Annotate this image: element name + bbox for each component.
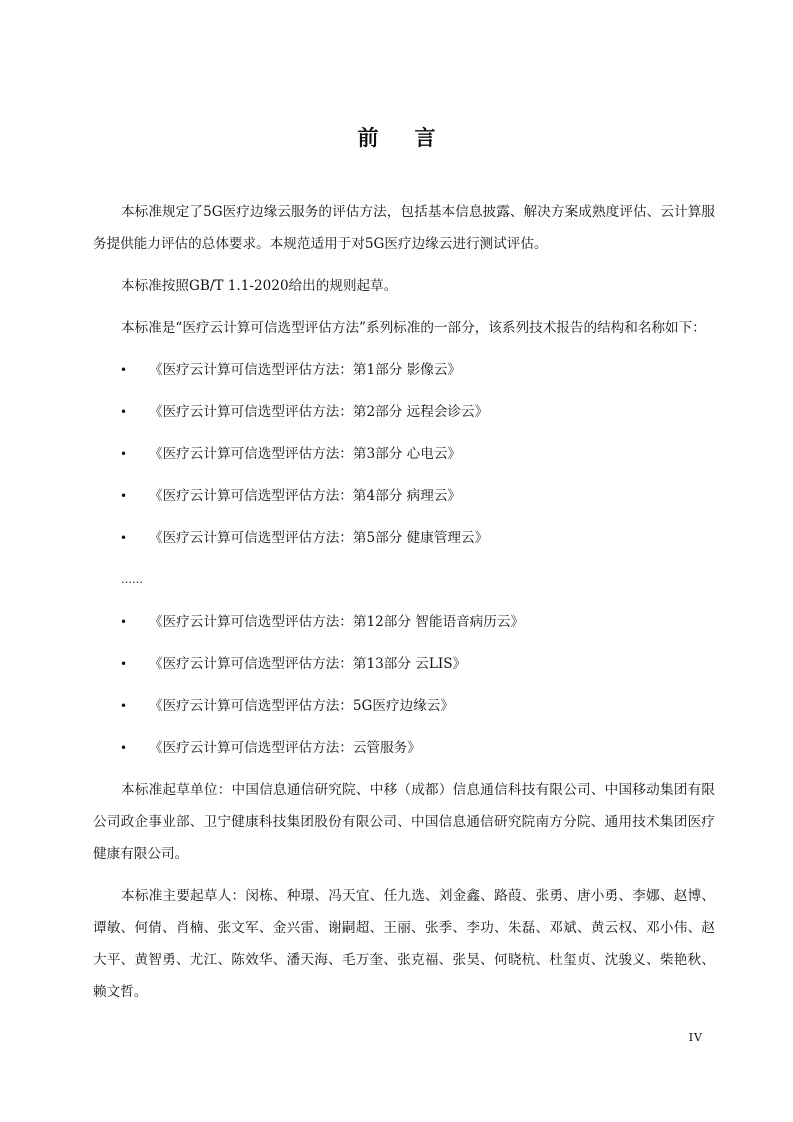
- bullet-icon: •: [120, 447, 128, 461]
- bullet-icon: •: [120, 405, 128, 419]
- drafting-units-paragraph: 本标准起草单位：中国信息通信研究院、中移（成都）信息通信科技有限公司、中国移动集团有限公司政企事业部、卫宁健康科技集团股份有限公司、中国信息通信研究院南方分院、通用技术集团医疗健康有限公司。: [93, 782, 715, 862]
- list-item: [93, 438, 715, 470]
- bullet-icon: •: [120, 657, 128, 671]
- list-item: [93, 606, 715, 638]
- series-intro-paragraph: 本标准是“医疗云计算可信选型评估方法”系列标准的一部分，该系列技术报告的结构和名称如下：: [121, 320, 706, 336]
- bullet-icon: •: [120, 615, 128, 629]
- list-item-text: 《医疗云计算可信选型评估方法：5G医疗边缘云》: [149, 698, 454, 714]
- list-item: [93, 522, 715, 554]
- list-item: [93, 354, 715, 386]
- list-item-text: 《医疗云计算可信选型评估方法：第2部分 远程会诊云》: [149, 404, 489, 420]
- parts-list-b: [93, 606, 715, 764]
- list-item: [93, 690, 715, 722]
- bullet-icon: •: [120, 531, 128, 545]
- list-item: [93, 396, 715, 428]
- list-item: [93, 480, 715, 512]
- list-item: [93, 732, 715, 764]
- document-body: [93, 196, 715, 1018]
- bullet-icon: •: [120, 363, 128, 377]
- ellipsis: ……: [121, 573, 143, 586]
- drafters-paragraph: 本标准主要起草人：闵栋、种璟、冯天宜、任九选、刘金鑫、路葭、张勇、唐小勇、李娜、赵博、谭敏、何倩、肖楠、张文军、金兴雷、谢嗣超、王丽、张季、李功、朱磊、邓斌、黄云权、邓小伟、赵大平、黄智勇、尤江、陈效华、潘天海、毛万奎、张克福、张昊、何晓杭、杜玺贞、沈骏义、柴艳秋、赖文哲。: [93, 888, 715, 1000]
- bullet-icon: •: [120, 489, 128, 503]
- list-item-text: 《医疗云计算可信选型评估方法：第4部分 病理云》: [149, 488, 462, 504]
- drafting-rule-paragraph: 本标准按照GB/T 1.1-2020给出的规则起草。: [121, 278, 398, 294]
- page-number: IV: [688, 1031, 703, 1044]
- parts-list-a: [93, 354, 715, 554]
- list-item-text: 《医疗云计算可信选型评估方法：第5部分 健康管理云》: [149, 530, 489, 546]
- list-item-text: 《医疗云计算可信选型评估方法：云管服务》: [149, 740, 421, 756]
- list-item-text: 《医疗云计算可信选型评估方法：第12部分 智能语音病历云》: [149, 614, 525, 630]
- intro-paragraph: 本标准规定了5G医疗边缘云服务的评估方法，包括基本信息披露、解决方案成熟度评估、云计算服务提供能力评估的总体要求。本规范适用于对5G医疗边缘云进行测试评估。: [93, 204, 715, 252]
- bullet-icon: •: [120, 699, 128, 713]
- list-item-text: 《医疗云计算可信选型评估方法：第1部分 影像云》: [149, 362, 462, 378]
- list-item: [93, 648, 715, 680]
- page-title: 前言: [357, 126, 472, 150]
- list-item-text: 《医疗云计算可信选型评估方法：第13部分 云LIS》: [149, 656, 467, 672]
- bullet-icon: •: [120, 741, 128, 755]
- list-item-text: 《医疗云计算可信选型评估方法：第3部分 心电云》: [149, 446, 462, 462]
